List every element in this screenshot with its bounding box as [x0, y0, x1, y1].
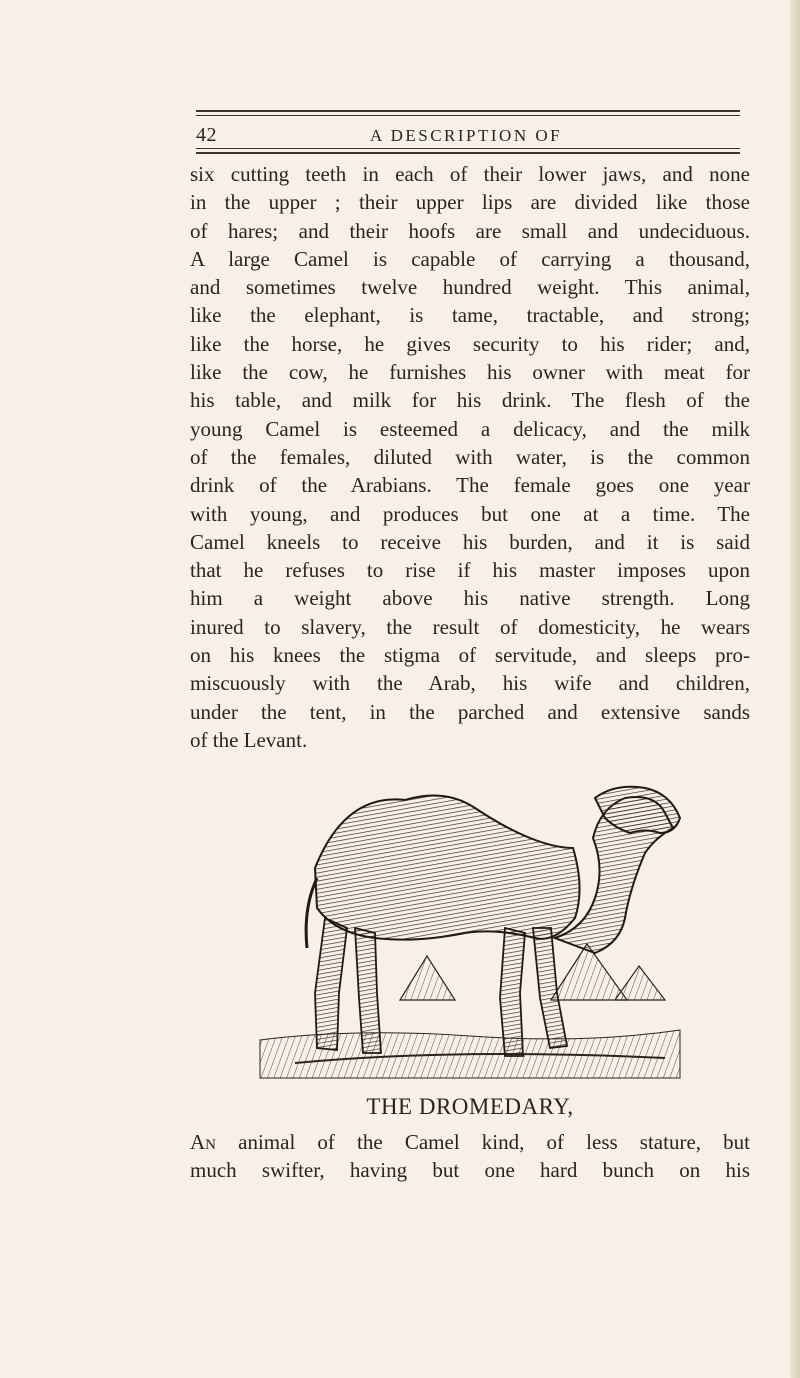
text-line: his table, and milk for his drink. The flesh of the [190, 388, 750, 413]
camel-body [315, 796, 580, 940]
text-fragment: animal of the Camel kind, of less stature, but [238, 1130, 751, 1154]
camel-leg [500, 928, 525, 1056]
paragraph-camel [190, 160, 750, 754]
camel-leg [315, 918, 347, 1050]
text-line: miscuously with the Arab, his wife and children, [190, 671, 750, 696]
text-line: under the tent, in the parched and extensive sands [190, 699, 750, 724]
text-line: and sometimes twelve hundred weight. This animal, [190, 275, 750, 300]
text-line: with young, and produces but one at a time. The [190, 501, 750, 526]
page-number: 42 [196, 124, 217, 146]
pyramid [615, 966, 665, 1000]
header-rule-bottom [196, 148, 740, 154]
drop-word: An [190, 1130, 216, 1154]
illustration-caption: THE DROMEDARY, [366, 1094, 574, 1119]
text-line: Camel kneels to receive his burden, and it is said [190, 529, 750, 554]
dromedary-engraving [255, 778, 685, 1083]
pyramid [400, 956, 455, 1000]
text-line: A large Camel is capable of carrying a thousand, [190, 246, 750, 271]
text-line: like the cow, he furnishes his owner with meat for [190, 360, 750, 385]
text-line: like the horse, he gives security to his rider; and, [190, 331, 750, 356]
text-line: of the Levant. [190, 727, 308, 752]
text-line: like the elephant, is tame, tractable, and strong; [190, 303, 750, 328]
text-line: of hares; and their hoofs are small and undeciduous. [190, 218, 750, 243]
page-header [196, 110, 740, 150]
text-line: young Camel is esteemed a delicacy, and the milk [190, 416, 750, 441]
text-line: of the females, diluted with water, is the common [190, 444, 750, 469]
header-rule-top [196, 110, 740, 116]
text-line: him a weight above his native strength. Long [190, 586, 750, 611]
page-edge [790, 0, 800, 1378]
text-line: on his knees the stigma of servitude, and sleeps pro- [190, 643, 750, 668]
text-line: much swifter, having but one hard bunch on his [190, 1158, 750, 1183]
text-line: that he refuses to rise if his master imposes upon [190, 558, 750, 583]
text-line [190, 1128, 750, 1156]
running-head: A DESCRIPTION OF [370, 126, 563, 145]
text-line: six cutting teeth in each of their lower jaws, and none [190, 162, 750, 186]
text-line: inured to slavery, the result of domesticity, he wears [190, 614, 750, 639]
paragraph-dromedary [190, 1128, 750, 1185]
text-line: drink of the Arabians. The female goes one year [190, 473, 750, 498]
pyramid [551, 944, 627, 1000]
text-line: in the upper ; their upper lips are divided like those [190, 190, 750, 215]
